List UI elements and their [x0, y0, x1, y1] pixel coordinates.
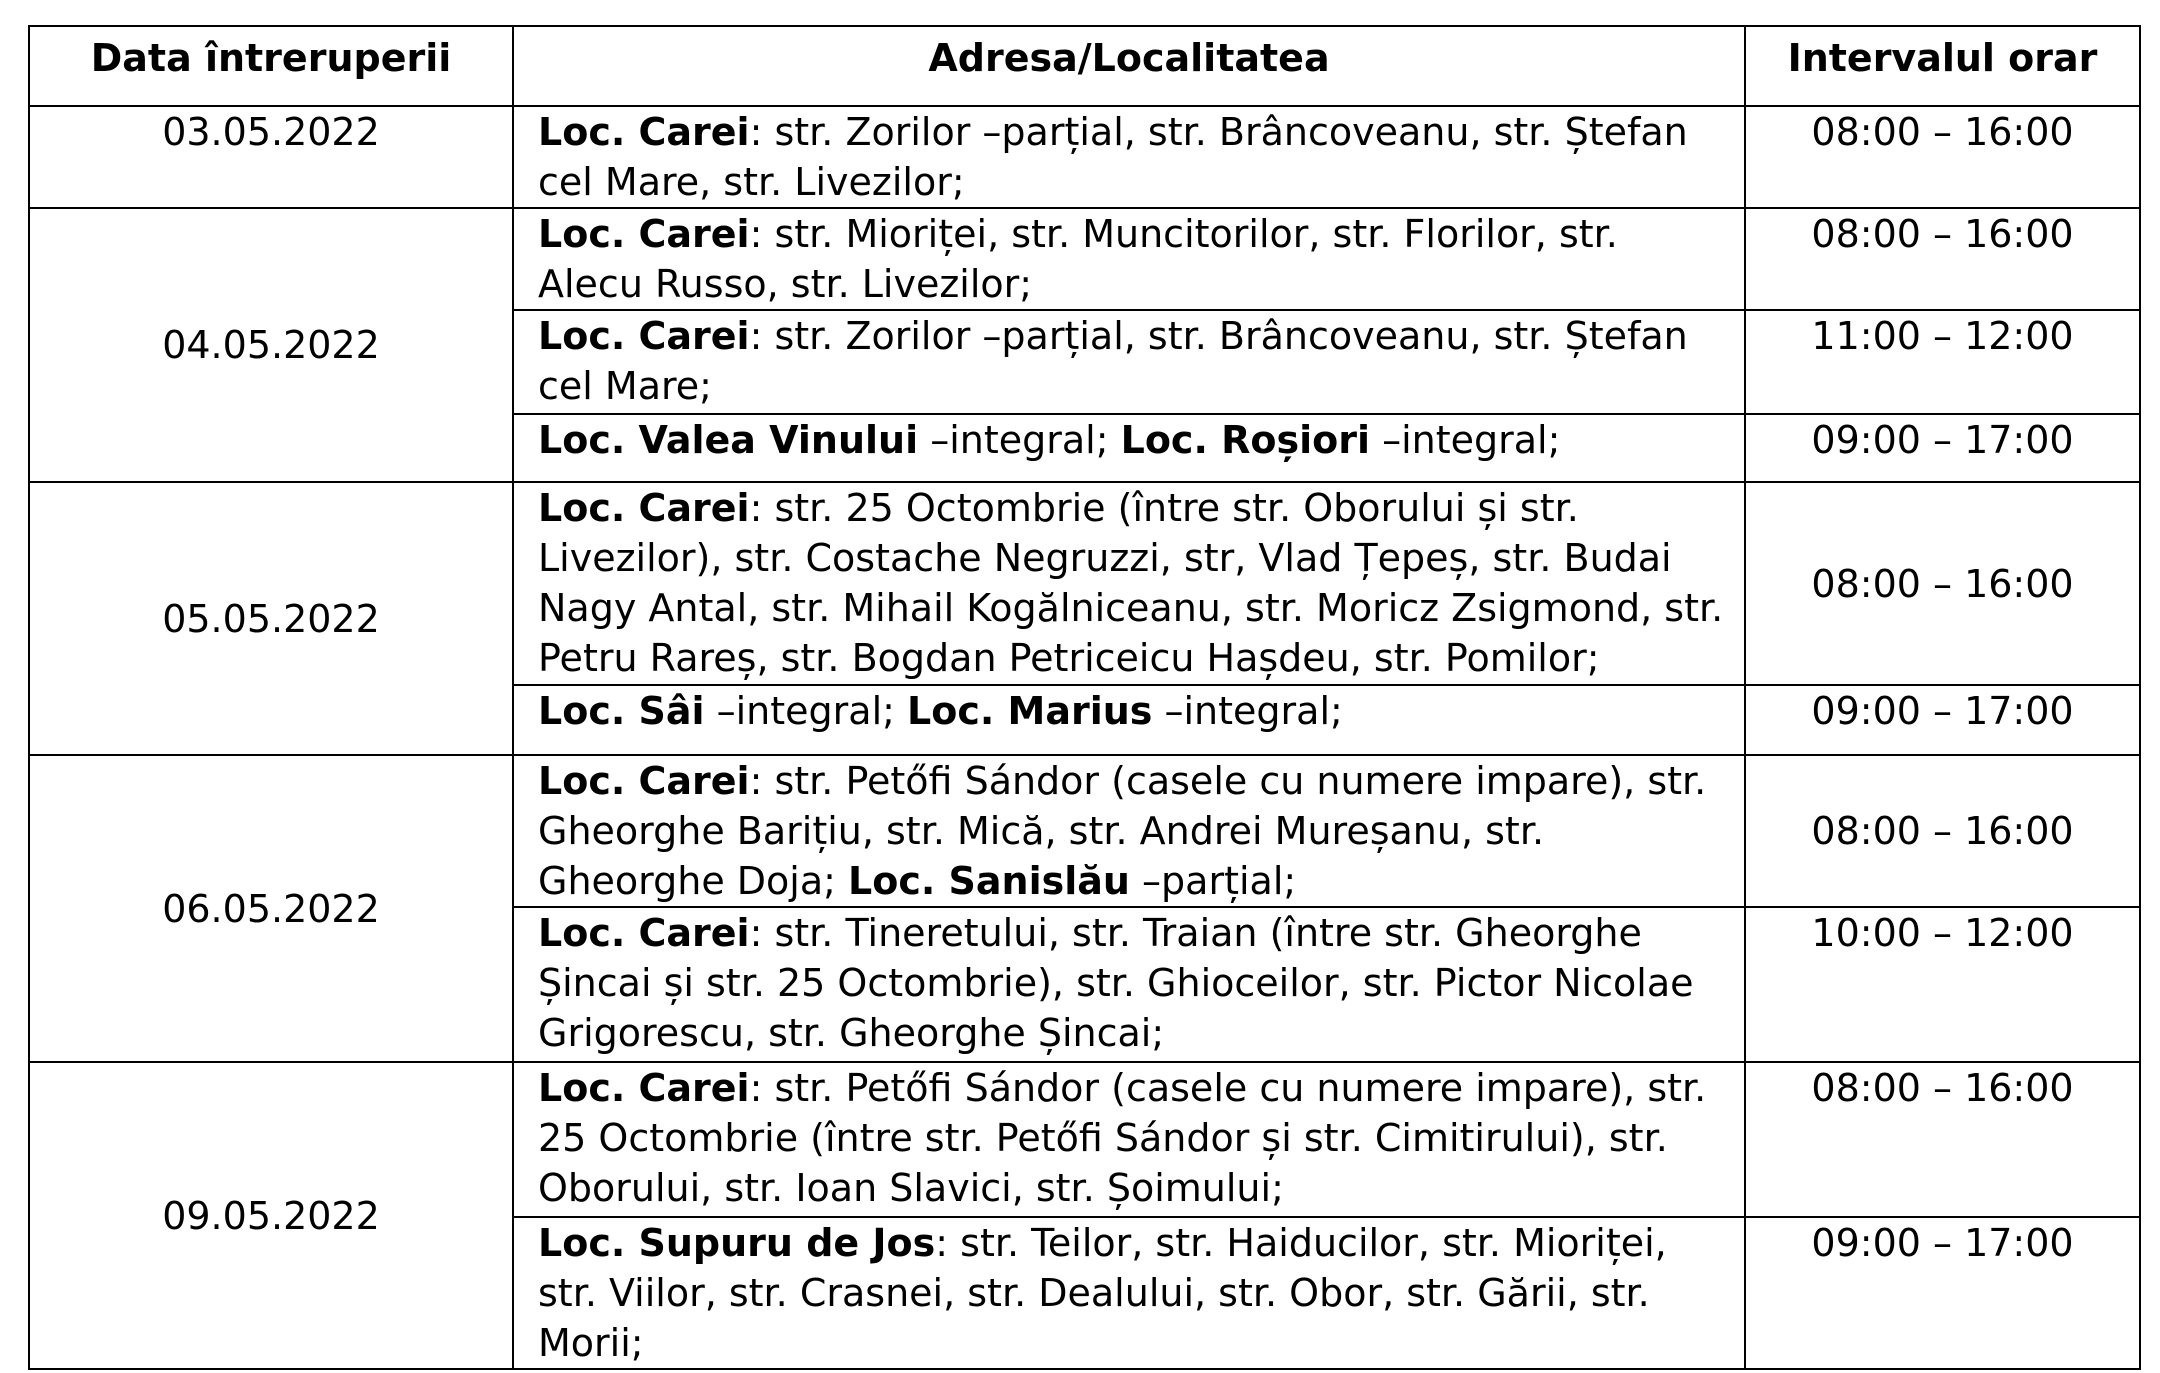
interval-cell: 08:00 – 16:00 [1745, 106, 2140, 208]
table-row [29, 208, 2140, 310]
address-cell [513, 1062, 1745, 1217]
street-list: : str. Mioriței, str. Muncitorilor, str. Florilor, str. Alecu Russo, str. Livezilor; [538, 212, 1618, 306]
table-row [29, 755, 2140, 907]
locality-name: Loc. Carei [538, 911, 750, 955]
address-cell [513, 482, 1745, 685]
locality-name: Loc. Carei [538, 212, 750, 256]
interval-cell: 10:00 – 12:00 [1745, 907, 2140, 1062]
interval-cell: 09:00 – 17:00 [1745, 685, 2140, 755]
address-cell [513, 907, 1745, 1062]
interval-cell: 08:00 – 16:00 [1745, 208, 2140, 310]
interval-cell: 09:00 – 17:00 [1745, 1217, 2140, 1369]
locality-name: Loc. Carei [538, 110, 750, 154]
street-list: –parțial; [1129, 859, 1297, 903]
locality-name: Loc. Carei [538, 1066, 750, 1110]
outage-schedule-table [28, 25, 2141, 1370]
date-cell: 04.05.2022 [29, 208, 513, 482]
locality-name: Loc. Carei [538, 314, 750, 358]
locality-name: Loc. Roșiori [1120, 418, 1371, 462]
street-list: : str. Tineretului, str. Traian (între str. Gheorghe Șincai și str. 25 Octombrie), str. Ghioceilor, str. Pictor Nicolae Grigorescu, str. Gheorghe Șincai; [538, 911, 1694, 1055]
address-cell [513, 310, 1745, 414]
street-list: –integral; [1152, 689, 1343, 733]
date-cell: 03.05.2022 [29, 106, 513, 208]
street-list: : str. Zorilor –parțial, str. Brâncoveanu, str. Ștefan cel Mare; [538, 314, 1688, 408]
street-list: : str. Zorilor –parțial, str. Brâncoveanu, str. Ștefan cel Mare, str. Livezilor; [538, 110, 1688, 204]
locality-name: Loc. Valea Vinului [538, 418, 919, 462]
header-address: Adresa/Localitatea [513, 26, 1745, 106]
interval-cell: 08:00 – 16:00 [1745, 755, 2140, 907]
interval-cell: 08:00 – 16:00 [1745, 482, 2140, 685]
street-list: –integral; [1370, 418, 1561, 462]
street-list: : str. Petőfi Sándor (casele cu numere impare), str. 25 Octombrie (între str. Petőfi Sándor și str. Cimitirului), str. Oborului, str. Ioan Slavici, str. Șoimului; [538, 1066, 1707, 1210]
header-date: Data întreruperii [29, 26, 513, 106]
locality-name: Loc. Sanislău [848, 859, 1130, 903]
address-cell [513, 414, 1745, 482]
street-list: : str. 25 Octombrie (între str. Oborului și str. Livezilor), str. Costache Negruzzi, str, Vlad Țepeș, str. Budai Nagy Antal, str. Mihail Kogălniceanu, str. Moricz Zsigmond, str. Petru Rareș, str. Bogdan Petriceicu Hașdeu, str. Pomilor; [538, 486, 1724, 680]
street-list: –integral; [918, 418, 1121, 462]
date-cell: 05.05.2022 [29, 482, 513, 755]
locality-name: Loc. Carei [538, 486, 750, 530]
interval-cell: 09:00 – 17:00 [1745, 414, 2140, 482]
table-body [29, 106, 2140, 1369]
date-cell: 09.05.2022 [29, 1062, 513, 1369]
address-cell [513, 755, 1745, 907]
locality-name: Loc. Carei [538, 759, 750, 803]
street-list: : str. Petőfi Sándor (casele cu numere impare), str. Gheorghe Barițiu, str. Mică, str. Andrei Mureșanu, str. Gheorghe Doja; [538, 759, 1707, 903]
date-cell: 06.05.2022 [29, 755, 513, 1062]
address-cell [513, 208, 1745, 310]
address-cell [513, 106, 1745, 208]
interval-cell: 08:00 – 16:00 [1745, 1062, 2140, 1217]
table-header [29, 26, 2140, 106]
address-cell [513, 1217, 1745, 1369]
locality-name: Loc. Sâi [538, 689, 705, 733]
locality-name: Loc. Marius [907, 689, 1153, 733]
street-list: : str. Teilor, str. Haiducilor, str. Mioriței, str. Viilor, str. Crasnei, str. Dealului, str. Obor, str. Gării, str. Morii; [538, 1221, 1667, 1365]
header-interval: Intervalul orar [1745, 26, 2140, 106]
table-row [29, 1062, 2140, 1217]
locality-name: Loc. Supuru de Jos [538, 1221, 936, 1265]
table-row [29, 482, 2140, 685]
interval-cell: 11:00 – 12:00 [1745, 310, 2140, 414]
address-cell [513, 685, 1745, 755]
street-list: –integral; [704, 689, 908, 733]
header-row [29, 26, 2140, 106]
table-row [29, 106, 2140, 208]
